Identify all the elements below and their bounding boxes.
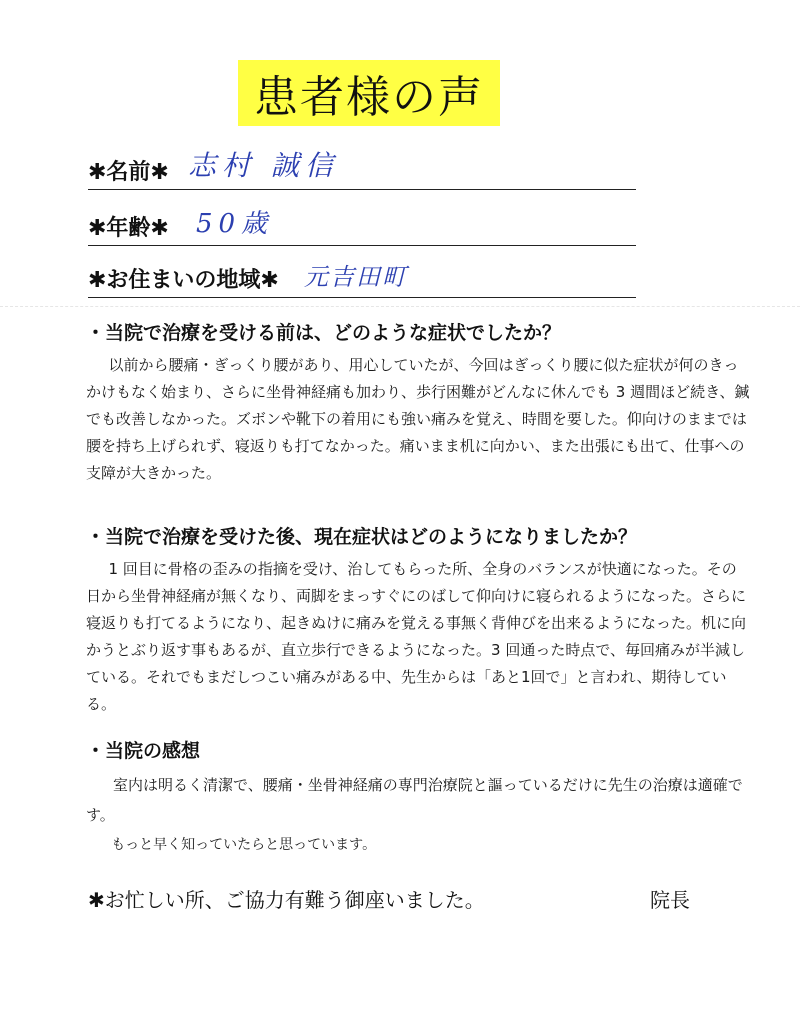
age-underline (88, 245, 636, 246)
impressions-paragraph-2: もっと早く知っていたらと思っています。 (111, 837, 377, 853)
page-title: 患者様の声 (238, 60, 500, 126)
age-field (88, 206, 636, 246)
area-label: ✱お住まいの地域✱ (88, 268, 279, 293)
answer-after: 1 回目に骨格の歪みの指摘を受け、治してもらった所、全身のバランスが快適になった。その日から坐骨神経痛が無くなり、両脚をまっすぐにのばして仰向けに寝られるようになった。さらに寝返りも打てるようになり、起きぬけに痛みを覚える事無く背伸びを出来るようになった。机に向かうとぶり返す事もあるが、直立歩行できるようになった。3 回通った時点で、毎回痛みが半減している。それでもまだしつこい痛みがある中、先生からは「あと1回で」と言われ、期待している。 (86, 560, 747, 713)
name-value: 志村 誠信 (188, 149, 339, 182)
name-label: ✱名前✱ (88, 160, 169, 185)
impressions-paragraph-1: 室内は明るく清潔で、腰痛・坐骨神経痛の専門治療院と謳っているだけに先生の治療は適確です。 (86, 776, 743, 824)
section-after-treatment (86, 524, 750, 718)
section-before-treatment (86, 320, 750, 487)
area-field (88, 258, 636, 298)
question-impressions: ・当院の感想 (86, 740, 201, 762)
question-before: ・当院で治療を受ける前は、どのような症状でしたか？ (86, 322, 562, 344)
page-fold-line (0, 306, 800, 307)
area-underline (88, 297, 636, 298)
question-after: ・当院で治療を受けた後、現在症状はどのようになりましたか？ (86, 526, 638, 548)
answer-impressions (86, 770, 750, 860)
name-field (88, 150, 636, 190)
age-label: ✱年齢✱ (88, 216, 169, 241)
director-signature: 院長 (650, 888, 690, 912)
section-impressions (86, 738, 750, 860)
age-value: 50歳 (196, 209, 274, 239)
area-value: 元吉田町 (304, 263, 408, 291)
closing-message: ✱お忙しい所、ご協力有難う御座いました。 (88, 888, 485, 912)
name-underline (88, 189, 636, 190)
answer-before: 以前から腰痛・ぎっくり腰があり、用心していたが、今回はぎっくり腰に似た症状が何のきっかけもなく始まり、さらに坐骨神経痛も加わり、歩行困難がどんなに休んでも 3 週間ほど続き、鍼でも改善しなかった。ズボンや靴下の着用にも強い痛みを覚え、時間を要した。仰向けのままでは腰を持ち上げられず、寝返りも打てなかった。痛いまま机に向かい、また出張にも出て、仕事への支障が大きかった。 (86, 356, 750, 482)
